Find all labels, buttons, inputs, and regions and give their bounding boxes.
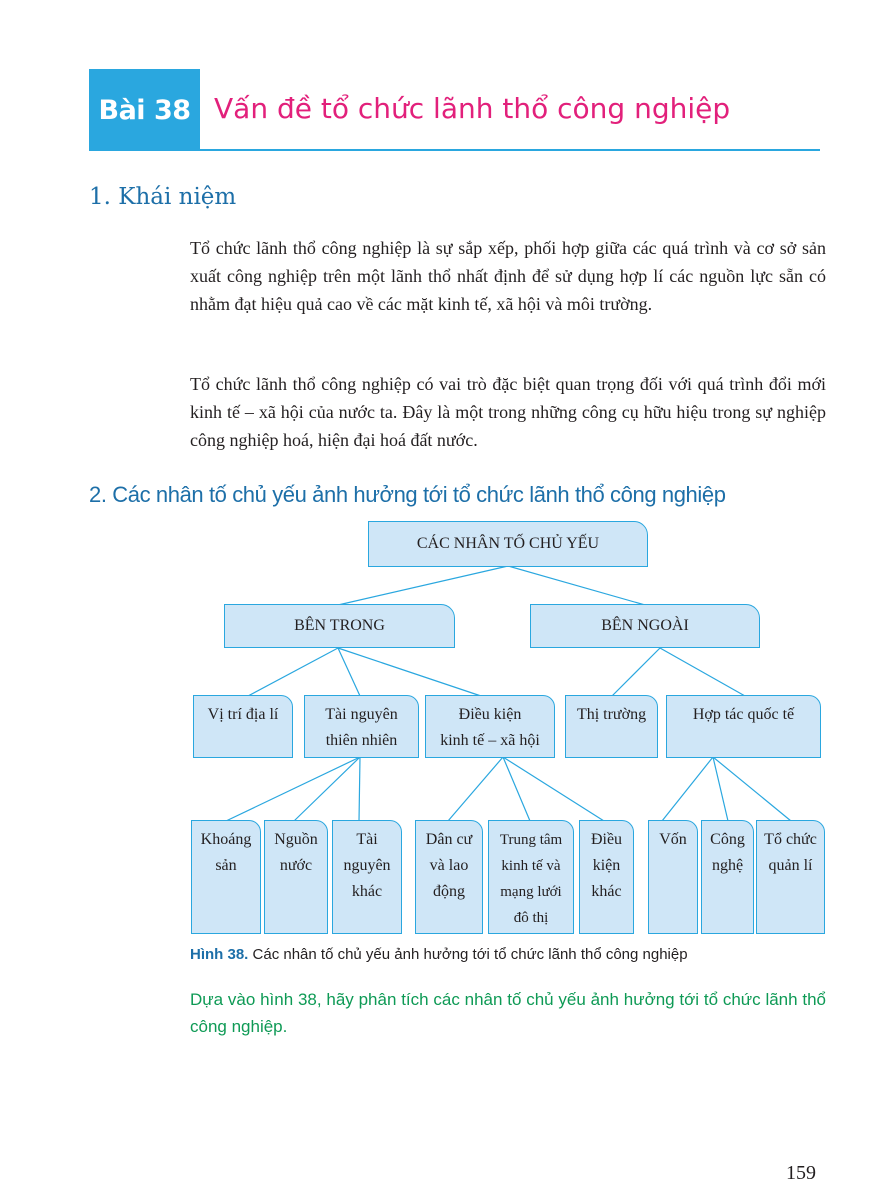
node-minerals [191, 820, 261, 934]
node-management-line1: Tổ chức [764, 831, 817, 848]
node-other-resources-line2: nguyên [343, 857, 391, 874]
node-minerals-line1: Khoáng [200, 831, 252, 848]
node-water-line1: Nguồn [274, 831, 318, 848]
node-capital-label: Vốn [659, 831, 687, 848]
node-market-label: Thị trường [576, 706, 647, 723]
node-economic-centers-line2: kinh tế và [501, 858, 561, 874]
node-international-cooperation [666, 695, 821, 758]
node-inner-label: BÊN TRONG [294, 617, 385, 634]
node-technology [701, 820, 754, 934]
paragraph-role: Tổ chức lãnh thổ công nghiệp có vai trò đặc biệt quan trọng đối với quá trình đổi mới kinh tế – xã hội của nước ta. Đây là một trong những công cụ hữu hiệu trong sự nghiệp công nghiệp hoá, hiện đại hoá đất nước. [190, 374, 826, 450]
node-management [756, 820, 825, 934]
node-economic-centers-line1: Trung tâm [499, 832, 563, 848]
node-root-label: CÁC NHÂN TỐ CHỦ YẾU [416, 535, 600, 552]
node-economic-centers [488, 820, 574, 934]
exercise-question: Dựa vào hình 38, hãy phân tích các nhân tố chủ yếu ảnh hưởng tới tổ chức lãnh thổ công nghiệp. [190, 990, 826, 1036]
node-other-conditions-line1: Điều [590, 831, 623, 848]
node-outer-factors [530, 604, 760, 648]
node-minerals-line2: sản [215, 857, 237, 874]
node-outer-label: BÊN NGOÀI [601, 617, 689, 634]
node-population-labor [415, 820, 483, 934]
figure-caption-text: Các nhân tố chủ yếu ảnh hưởng tới tổ chức lãnh thổ công nghiệp [248, 946, 688, 963]
node-other-conditions-line2: kiện [592, 857, 621, 874]
node-location [193, 695, 293, 758]
node-economic-centers-line3: mạng lưới [500, 884, 562, 900]
node-management-line2: quản lí [768, 857, 813, 874]
node-other-resources-line1: Tài [356, 831, 378, 848]
node-natural-resources-line2: thiên nhiên [325, 732, 398, 749]
node-other-conditions [579, 820, 634, 934]
node-socioeconomic-line1: Điều kiện [458, 706, 522, 723]
node-population-labor-line3: động [433, 883, 465, 900]
node-international-cooperation-label: Hợp tác quốc tế [692, 706, 795, 723]
node-capital [648, 820, 698, 934]
node-water-line2: nước [279, 857, 313, 874]
node-socioeconomic-line2: kinh tế – xã hội [440, 732, 540, 749]
lesson-title: Vấn đề tổ chức lãnh thổ công nghiệp [214, 92, 731, 125]
section-1-heading: 1. Khái niệm [89, 184, 237, 210]
figure-caption [190, 946, 688, 963]
node-other-resources [332, 820, 402, 934]
node-root [368, 521, 648, 567]
page-number: 159 [786, 1162, 816, 1184]
node-other-resources-line3: khác [351, 883, 383, 900]
node-inner-factors [224, 604, 455, 648]
section-2-heading: 2. Các nhân tố chủ yếu ảnh hưởng tới tổ chức lãnh thổ công nghiệp [89, 482, 726, 507]
figure-caption-label: Hình 38. [190, 946, 249, 963]
node-population-labor-line2: và lao [429, 857, 469, 874]
node-natural-resources [304, 695, 419, 758]
node-population-labor-line1: Dân cư [425, 831, 473, 848]
node-technology-line2: nghệ [711, 857, 744, 874]
node-market [565, 695, 658, 758]
paragraph-definition: Tổ chức lãnh thổ công nghiệp là sự sắp xếp, phối hợp giữa các quá trình và cơ sở sản xuất công nghiệp trên một lãnh thổ nhất định để sử dụng hợp lí các nguồn lực sẵn có nhằm đạt hiệu quả cao về các mặt kinh tế, xã hội và môi trường. [190, 238, 826, 314]
node-technology-line1: Công [710, 831, 745, 848]
node-natural-resources-line1: Tài nguyên [325, 706, 398, 723]
node-location-label: Vị trí địa lí [207, 706, 279, 723]
node-economic-centers-line4: đô thị [513, 910, 549, 926]
node-socioeconomic [425, 695, 555, 758]
node-other-conditions-line3: khác [591, 883, 622, 900]
lesson-number-badge: Bài 38 [89, 69, 200, 151]
node-water [264, 820, 328, 934]
